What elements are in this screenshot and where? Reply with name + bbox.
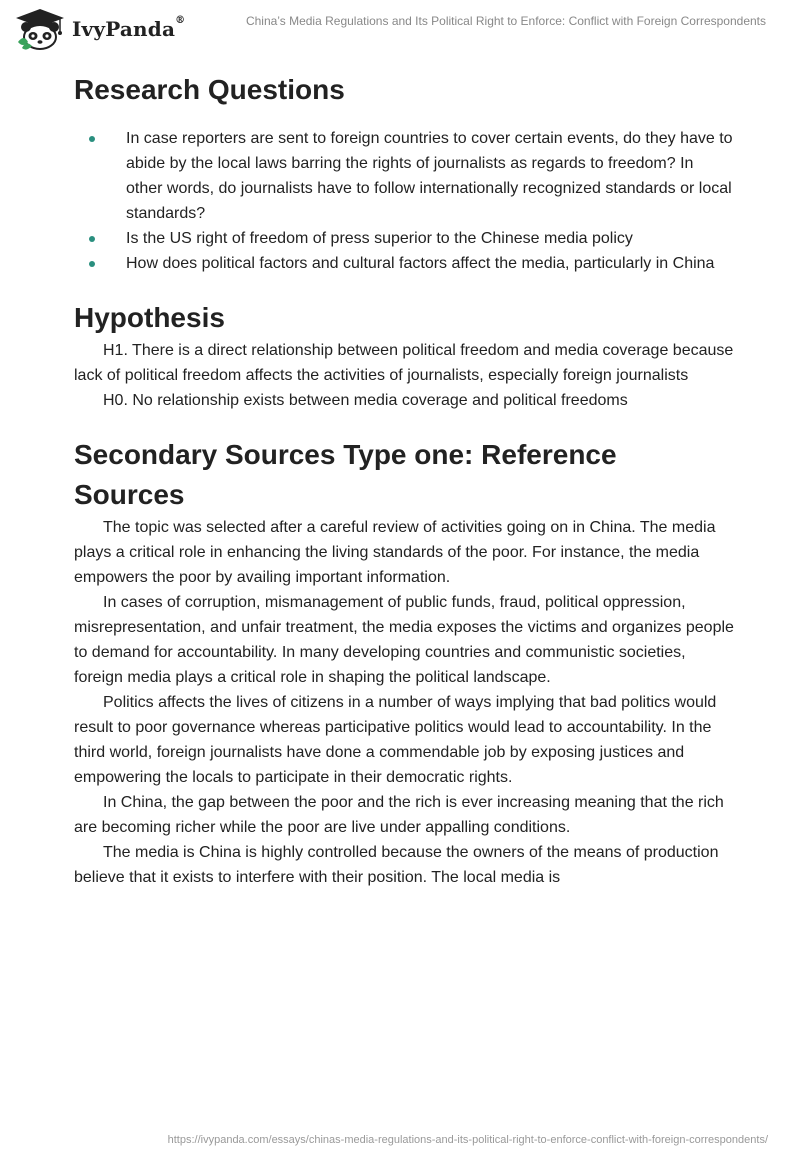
heading-research-questions: Research Questions	[74, 74, 345, 105]
paragraph: Politics affects the lives of citizens in a number of ways implying that bad politics would result to poor governance whereas participative politics would lead to accountability. In the third world, foreign journalists have done a commendable job by exposing justices and empowering the locals to participate in their democratic rights.	[74, 694, 717, 786]
heading-hypothesis: Hypothesis	[74, 302, 225, 333]
paragraph: The topic was selected after a careful review of activities going on in China. The media plays a critical role in enhancing the living standards of the poor. For instance, the media empowers the poor by availing important information.	[74, 519, 716, 586]
page-header	[0, 0, 800, 60]
list-item: Is the US right of freedom of press superior to the Chinese media policy	[74, 226, 734, 251]
essay-content	[74, 70, 734, 890]
heading-secondary-sources: Secondary Sources Type one: Reference Sources	[74, 439, 617, 510]
list-item: How does political factors and cultural factors affect the media, particularly in China	[74, 251, 734, 276]
panda-graduate-icon	[14, 8, 66, 50]
brand-name: IvyPanda®	[72, 15, 186, 41]
hypothesis-h0: H0. No relationship exists between media coverage and political freedoms	[103, 392, 628, 409]
paragraph: The media is China is highly controlled because the owners of the means of production believe that it exists to interfere with their position. The local media is	[74, 844, 719, 886]
brand-logo[interactable]	[14, 8, 185, 50]
paragraph: In China, the gap between the poor and the rich is ever increasing meaning that the rich are becoming richer while the poor are live under appalling conditions.	[74, 794, 724, 836]
document-title: China’s Media Regulations and Its Political Right to Enforce: Conflict with Foreign Correspondents	[245, 14, 766, 28]
hypothesis-h1: H1. There is a direct relationship between political freedom and media coverage because lack of political freedom affects the activities of journalists, especially foreign journalists	[74, 342, 734, 384]
bullet-dot-icon	[89, 236, 95, 242]
source-url[interactable]: https://ivypanda.com/essays/chinas-media-regulations-and-its-political-right-to-enforce-conflict-with-foreign-correspondents/	[167, 1134, 768, 1146]
research-questions-list	[74, 126, 734, 276]
paragraph: In cases of corruption, mismanagement of public funds, fraud, political oppression, misrepresentation, and unfair treatment, the media exposes the victims and organizes people to demand for accountability. In many developing countries and communistic societies, foreign media plays a critical role in shaping the political landscape.	[74, 594, 734, 686]
bullet-dot-icon	[89, 261, 95, 267]
bullet-dot-icon	[89, 136, 95, 142]
list-item: In case reporters are sent to foreign countries to cover certain events, do they have to abide by the local laws barring the rights of journalists as regards to freedom? In other words, do journalists have to follow internationally recognized standards or local standards?	[74, 126, 734, 226]
